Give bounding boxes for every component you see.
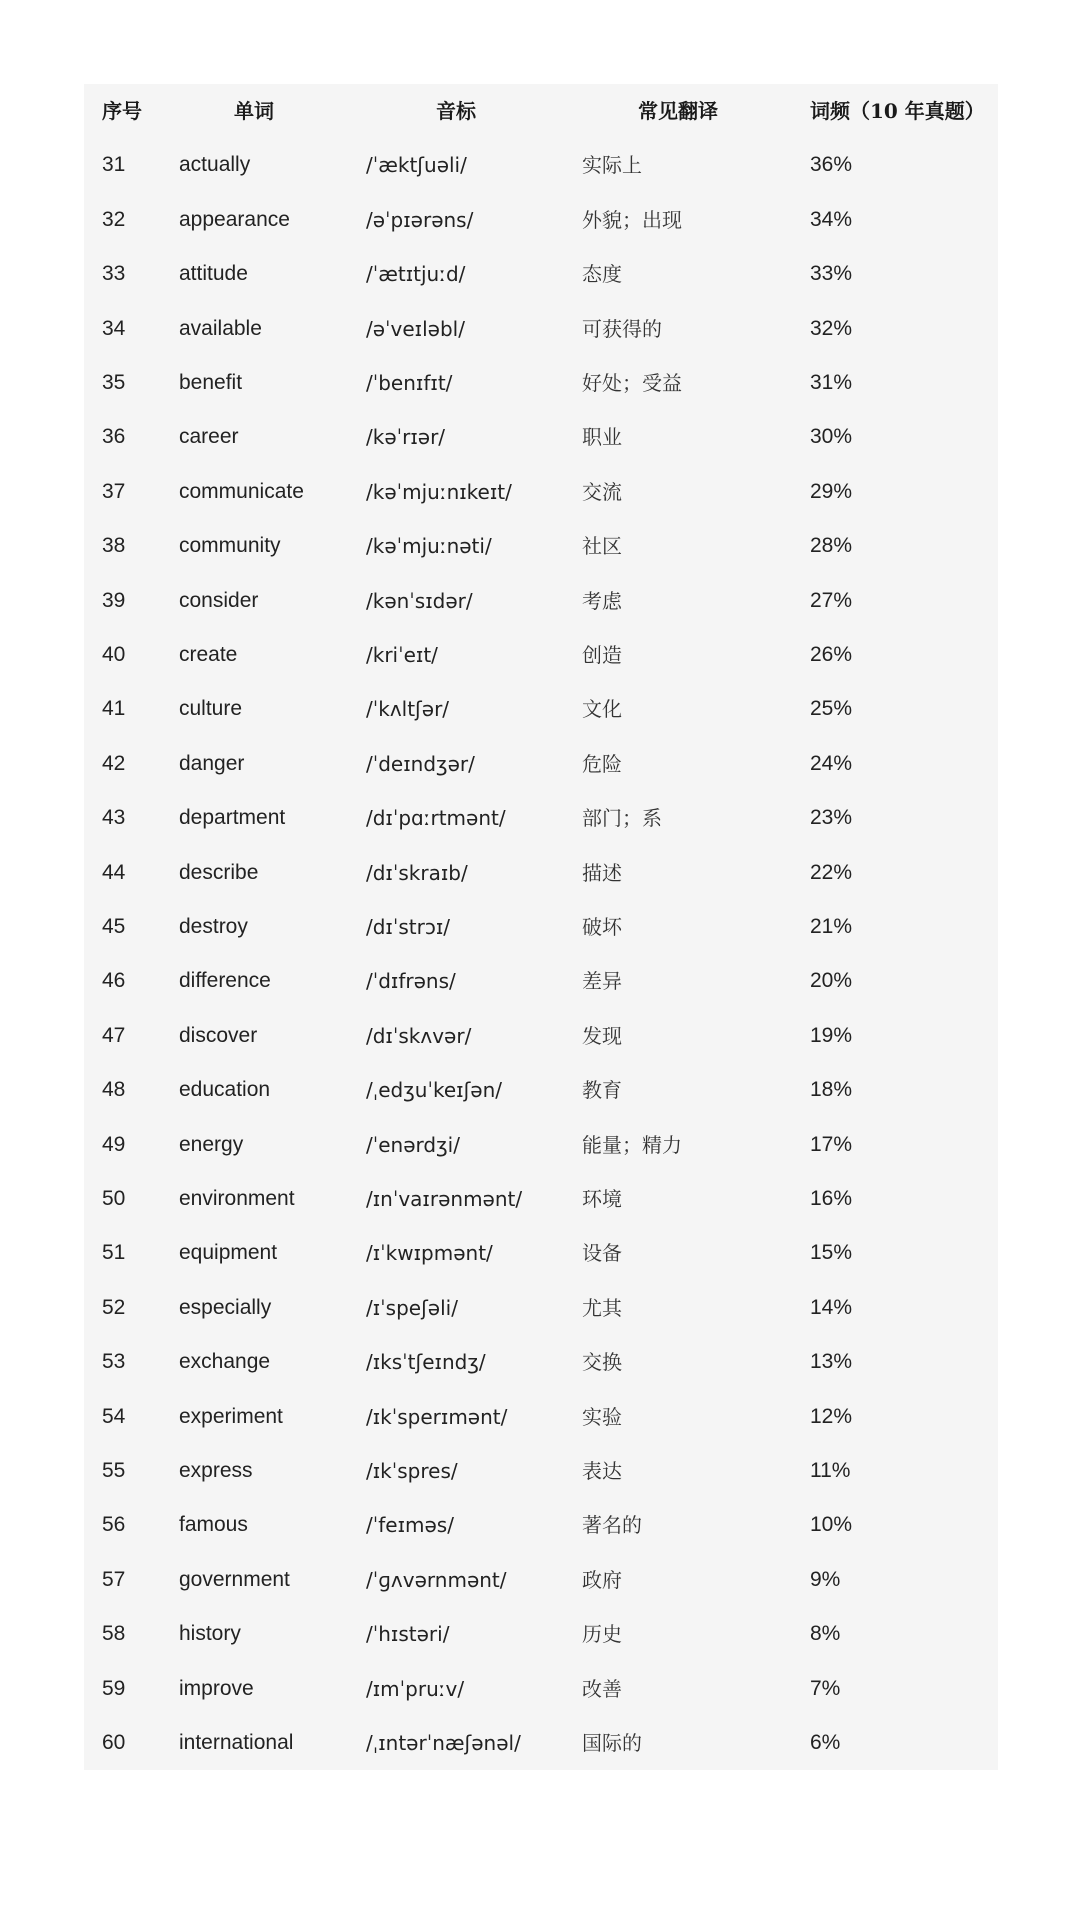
row-translation: 改善 [582, 1676, 622, 1701]
table-row [84, 791, 998, 845]
row-translation: 考虑 [582, 588, 622, 613]
table-row [84, 410, 998, 464]
row-frequency: 27% [810, 588, 853, 612]
row-word: describe [179, 860, 259, 884]
row-number: 52 [102, 1295, 126, 1319]
row-number: 48 [102, 1078, 126, 1102]
row-word: consider [179, 588, 259, 612]
row-phonetic: /kriˈeɪt/ [366, 643, 438, 667]
table-row [84, 900, 998, 954]
row-frequency: 32% [810, 316, 853, 340]
row-phonetic: /ˈfeɪməs/ [366, 1513, 454, 1538]
row-phonetic: /ɪnˈvaɪrənmənt/ [366, 1187, 523, 1211]
table-row [84, 138, 998, 192]
row-frequency: 14% [810, 1295, 853, 1319]
header-frequency: 词频（10 年真题） [810, 99, 985, 123]
table-row [84, 1662, 998, 1716]
table-row [84, 519, 998, 573]
row-phonetic: /ˈdɪfrəns/ [366, 969, 456, 994]
row-word: history [179, 1622, 241, 1646]
table-row [84, 465, 998, 519]
table-row [84, 1498, 998, 1552]
row-phonetic: /ɪksˈtʃeɪndʒ/ [366, 1350, 486, 1375]
row-phonetic: /ˈɡʌvərnmənt/ [366, 1567, 507, 1592]
row-number: 55 [102, 1459, 126, 1482]
row-number: 34 [102, 316, 126, 340]
row-frequency: 15% [810, 1241, 853, 1265]
row-translation: 部门；系 [582, 806, 662, 831]
table-header-row [84, 84, 998, 138]
table-row [84, 574, 998, 628]
row-translation: 发现 [582, 1023, 622, 1048]
row-number: 60 [102, 1731, 126, 1754]
row-phonetic: /əˈveɪləbl/ [366, 316, 465, 341]
row-phonetic: /dɪˈskʌvər/ [366, 1023, 472, 1048]
row-translation: 职业 [582, 425, 622, 450]
row-translation: 教育 [582, 1078, 622, 1103]
row-phonetic: /əˈpɪərəns/ [366, 207, 474, 232]
row-frequency: 31% [810, 371, 853, 394]
table-row [84, 1172, 998, 1226]
table-row [84, 628, 998, 682]
row-translation: 破坏 [582, 915, 622, 939]
row-phonetic: /kəˈmjuːnəti/ [366, 534, 492, 559]
row-phonetic: /dɪˈstrɔɪ/ [366, 915, 451, 939]
header-translation: 常见翻译 [638, 99, 718, 123]
header-number: 序号 [102, 99, 142, 123]
row-word: especially [179, 1295, 272, 1319]
header-phonetic: 音标 [436, 99, 476, 123]
row-number: 37 [102, 479, 126, 503]
row-number: 49 [102, 1132, 126, 1156]
row-word: difference [179, 969, 271, 993]
row-word: culture [179, 697, 243, 721]
table-row [84, 1390, 998, 1444]
row-phonetic: /ˌɪntərˈnæʃənəl/ [366, 1731, 521, 1755]
row-frequency: 16% [810, 1187, 853, 1210]
row-frequency: 26% [810, 643, 853, 666]
vocabulary-table [84, 84, 998, 1770]
row-word: education [179, 1078, 271, 1102]
row-word: community [179, 534, 281, 558]
row-number: 43 [102, 806, 126, 830]
table-row [84, 954, 998, 1008]
row-word: department [179, 806, 286, 830]
row-frequency: 7% [810, 1676, 841, 1700]
row-word: energy [179, 1132, 244, 1156]
row-frequency: 22% [810, 860, 853, 884]
row-word: environment [179, 1187, 295, 1210]
row-frequency: 18% [810, 1078, 853, 1102]
row-phonetic: /kəˈrɪər/ [366, 425, 446, 450]
row-word: destroy [179, 915, 248, 938]
row-word: actually [179, 153, 251, 177]
row-frequency: 29% [810, 479, 853, 503]
row-translation: 描述 [582, 860, 622, 885]
row-number: 42 [102, 751, 126, 775]
row-number: 39 [102, 588, 126, 612]
row-translation: 能量；精力 [582, 1132, 682, 1157]
row-translation: 实际上 [582, 153, 642, 178]
row-phonetic: /ɪmˈpruːv/ [366, 1676, 465, 1701]
row-number: 47 [102, 1023, 126, 1047]
row-number: 31 [102, 153, 126, 177]
row-word: improve [179, 1676, 254, 1700]
row-number: 44 [102, 860, 126, 884]
row-word: communicate [179, 479, 304, 503]
row-frequency: 34% [810, 207, 853, 231]
row-number: 54 [102, 1404, 126, 1428]
row-frequency: 20% [810, 969, 853, 993]
row-translation: 差异 [582, 969, 622, 994]
table-row [84, 1281, 998, 1335]
row-translation: 设备 [582, 1241, 622, 1266]
row-frequency: 30% [810, 425, 853, 449]
table-row [84, 247, 998, 301]
row-frequency: 9% [810, 1567, 841, 1591]
table-row [84, 1716, 998, 1770]
table-row [84, 193, 998, 247]
row-phonetic: /ˈdeɪndʒər/ [366, 751, 475, 776]
row-phonetic: /ˌedʒuˈkeɪʃən/ [366, 1078, 503, 1103]
row-translation: 交换 [582, 1350, 622, 1375]
row-number: 46 [102, 969, 126, 993]
table-row [84, 1063, 998, 1117]
row-word: career [179, 425, 239, 449]
row-number: 58 [102, 1622, 126, 1646]
row-phonetic: /dɪˈpɑːrtmənt/ [366, 806, 506, 831]
row-number: 36 [102, 425, 126, 449]
table-row [84, 1009, 998, 1063]
row-word: attitude [179, 262, 248, 286]
row-word: create [179, 643, 238, 666]
row-phonetic: /kənˈsɪdər/ [366, 588, 473, 613]
row-word: benefit [179, 371, 243, 394]
table-row [84, 1607, 998, 1661]
row-frequency: 12% [810, 1404, 853, 1428]
row-translation: 环境 [582, 1187, 622, 1211]
row-number: 35 [102, 371, 126, 394]
row-frequency: 19% [810, 1023, 853, 1047]
row-number: 53 [102, 1350, 126, 1374]
table-row [84, 1553, 998, 1607]
row-translation: 社区 [582, 534, 622, 559]
row-number: 50 [102, 1187, 126, 1210]
row-translation: 著名的 [582, 1513, 642, 1538]
row-phonetic: /kəˈmjuːnɪkeɪt/ [366, 479, 512, 504]
row-phonetic: /ɪkˈsperɪmənt/ [366, 1404, 508, 1429]
row-frequency: 13% [810, 1350, 853, 1374]
row-translation: 文化 [582, 697, 622, 722]
row-number: 33 [102, 262, 126, 286]
table-row [84, 737, 998, 791]
row-word: exchange [179, 1350, 271, 1374]
row-translation: 政府 [582, 1567, 622, 1592]
row-number: 56 [102, 1513, 126, 1537]
row-phonetic: /ˈætɪtjuːd/ [366, 262, 466, 287]
row-word: express [179, 1459, 253, 1482]
row-phonetic: /ˈbenɪfɪt/ [366, 371, 453, 395]
table-row [84, 1118, 998, 1172]
row-number: 59 [102, 1676, 126, 1700]
row-word: appearance [179, 207, 290, 231]
row-word: danger [179, 751, 245, 775]
header-word: 单词 [234, 99, 274, 123]
row-phonetic: /ɪˈkwɪpmənt/ [366, 1241, 493, 1266]
row-translation: 危险 [582, 751, 622, 776]
row-translation: 表达 [582, 1459, 622, 1483]
table-row [84, 1335, 998, 1389]
row-word: experiment [179, 1404, 283, 1428]
row-phonetic: /ˈæktʃuəli/ [366, 153, 467, 178]
table-row [84, 1226, 998, 1280]
row-number: 41 [102, 697, 126, 721]
row-translation: 创造 [582, 643, 622, 667]
row-phonetic: /ˈkʌltʃər/ [366, 697, 450, 722]
row-translation: 国际的 [582, 1731, 642, 1755]
row-word: international [179, 1731, 294, 1754]
row-translation: 外貌；出现 [582, 207, 682, 232]
row-word: government [179, 1567, 290, 1591]
row-number: 45 [102, 915, 126, 938]
table-row [84, 356, 998, 410]
row-frequency: 28% [810, 534, 853, 558]
row-phonetic: /ˈhɪstəri/ [366, 1622, 450, 1647]
table-row [84, 1444, 998, 1498]
row-word: famous [179, 1513, 248, 1537]
row-translation: 可获得的 [582, 316, 662, 341]
row-frequency: 24% [810, 751, 853, 775]
row-frequency: 8% [810, 1622, 841, 1646]
row-frequency: 10% [810, 1513, 853, 1537]
row-frequency: 36% [810, 153, 853, 177]
row-number: 57 [102, 1567, 126, 1591]
row-translation: 历史 [582, 1622, 622, 1647]
row-number: 32 [102, 207, 126, 231]
row-phonetic: /ɪkˈspres/ [366, 1459, 458, 1483]
row-frequency: 6% [810, 1731, 841, 1754]
row-word: equipment [179, 1241, 278, 1265]
row-frequency: 23% [810, 806, 853, 830]
row-translation: 好处；受益 [582, 371, 682, 395]
row-word: discover [179, 1023, 258, 1047]
row-number: 51 [102, 1241, 126, 1265]
table-row [84, 682, 998, 736]
row-word: available [179, 316, 262, 340]
row-translation: 交流 [582, 479, 622, 504]
row-number: 38 [102, 534, 126, 558]
row-phonetic: /dɪˈskraɪb/ [366, 860, 468, 885]
row-translation: 尤其 [582, 1295, 622, 1320]
row-frequency: 17% [810, 1132, 853, 1156]
row-number: 40 [102, 643, 126, 666]
table-row [84, 302, 998, 356]
row-translation: 态度 [582, 262, 622, 287]
row-translation: 实验 [582, 1404, 622, 1429]
row-frequency: 21% [810, 915, 853, 938]
row-frequency: 33% [810, 262, 853, 286]
row-frequency: 11% [810, 1459, 851, 1482]
row-phonetic: /ˈenərdʒi/ [366, 1132, 460, 1157]
row-frequency: 25% [810, 697, 853, 721]
table-row [84, 846, 998, 900]
row-phonetic: /ɪˈspeʃəli/ [366, 1295, 458, 1320]
